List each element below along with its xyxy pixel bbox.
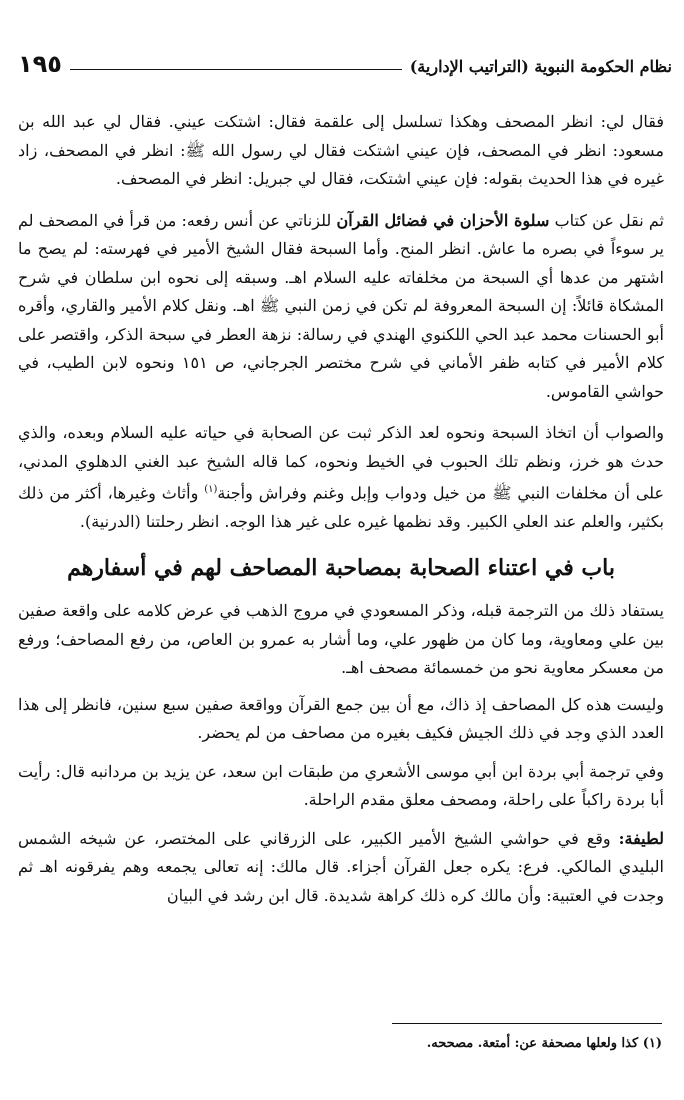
paragraph-5: وليست هذه كل المصاحف إذ ذاك، مع أن بين جمع القرآن وواقعة صفين سبع سنين، فانظر إلى هذا العدد الذي وجد في ذلك الجيش فكيف بغيره من مصاحف من لم يحضر.	[18, 694, 664, 743]
page-header	[18, 40, 672, 80]
section-heading: باب في اعتناء الصحابة بمصاحبة المصاحف لهم في أسفارهم	[67, 555, 615, 582]
header-rule	[70, 69, 402, 70]
paragraph-3	[18, 419, 664, 536]
page-number: ١٩٥	[18, 50, 62, 78]
paragraph-1: فقال لي: انظر المصحف وهكذا تسلسل إلى علقمة فقال: اشتكت عيني. فقال لي عبد الله بن مسعود: انظر في المصحف، فإن عيني اشتكت فقال لي رسول الله ﷺ: انظر في المصحف، زاد غيره في هذا الحديث بقوله: فإن عيني اشتكت، فقال لي جبريل: انظر في المصحف.	[18, 112, 664, 188]
running-title: نظام الحكومة النبوية (التراتيب الإدارية)	[409, 57, 672, 76]
paragraph-3-part-b: وأثاث وغيرها، أكثر من ذلك بكثير، والعلم عند العلي الكبير. وقد نظمها غيره على غير هذا الوجه. انظر رحلتنا (الدرنية).	[18, 483, 664, 531]
paragraph-3-part-a: والصواب أن اتخاذ السبحة ونحوه لعد الذكر ثبت عن الصحابة في حياته عليه السلام وبعده، والذي حدث هو خرز، ونظم تلك الحبوب في الخيط ونحوه، كما قاله الشيخ عبد الغني الدهلوي المدني، على أن مخلفات النبي ﷺ من خيل ودواب وإبل وغنم وفراش وأجنة	[18, 423, 665, 503]
paragraph-6: وفي ترجمة أبي بردة ابن أبي موسى الأشعري من طبقات ابن سعد، عن يزيد بن مردانبه قال: رأيت أبا بردة راكباً على راحلة، ومصحف معلق مقدم الراحلة.	[18, 761, 664, 810]
paragraph-7	[18, 825, 664, 911]
footnote-rule	[392, 1023, 662, 1024]
paragraph-2	[18, 207, 664, 407]
latifa-label: لطيفة:	[618, 828, 664, 848]
body-text	[18, 108, 664, 922]
paragraph-7-text: وقع في حواشي الشيخ الأمير الكبير، على الزرقاني على المختصر، عن شيخه الشمس البليدي المالكي. فرع: يكره جعل القرآن أجزاء. قال مالك: إنه تعالى يجمعه وهم يفرقونه اهـ ثم وجدت في العتبية: وأن مالك كره ذلك كراهة شديدة. قال ابن رشد في البيان	[18, 828, 664, 905]
book-title-bold: سلوة الأحزان في فضائل القرآن	[336, 210, 550, 230]
footnote-ref: (١)	[204, 484, 218, 495]
footnote: (١) كذا ولعلها مصحفة عن: أمتعة. مصححه.	[426, 1036, 662, 1051]
paragraph-2-intro: ثم نقل عن كتاب	[549, 210, 665, 230]
paragraph-4: يستفاد ذلك من الترجمة قبله، وذكر المسعودي في مروج الذهب في عرض كلامه على واقعة صفين بين علي ومعاوية، وما كان من ظهور علي، وما أشار به عمرو بن العاص، من رفع المصاحف؛ ورفع من معسكر معاوية نحو من خمسمائة مصحف اهـ.	[18, 601, 664, 678]
paragraph-2-rest: للزناتي عن أنس رفعه: من قرأ في المصحف لم ير سوءاً في بصره ما عاش. انظر المنح. وأما السبحة فقال الشيخ الأمير في فهرسته: لم يصح ما اشتهر من عدها أي السبحة من مخلفاته عليه السلام اهـ. وسبقه إلى نحوه ابن سلطان في شرح المشكاة قائلاً: إن السبحة المعروفة لم تكن في زمن النبي ﷺ اهـ. ونقل كلام الأمير والقاري، وأقره أبو الحسنات محمد عبد الحي اللكنوي الهندي في رسالة: نزهة العطر في سبحة الذكر، واقتصر على كلام الأمير في كتابه ظفر الأماني في شرح مختصر الجرجاني، ص ١٥١ ونحوه لابن الطيب، في حواشي القاموس.	[18, 210, 665, 401]
